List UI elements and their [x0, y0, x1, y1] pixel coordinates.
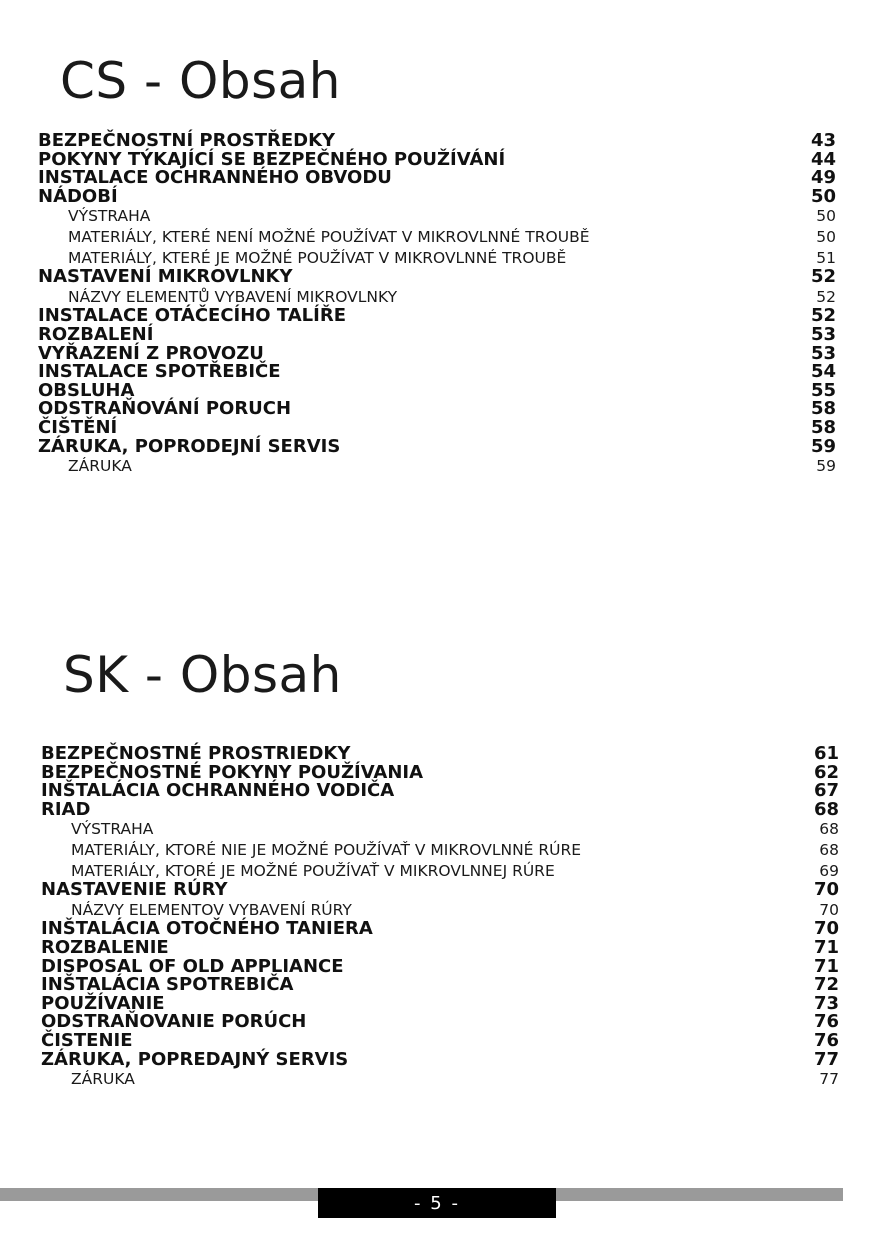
toc-entry-label: MATERIÁLY, KTORÉ NIE JE MOŽNÉ POUŽÍVAŤ V MIKROVLNNÉ RÚRE	[71, 840, 582, 859]
toc-entry-label: POKYNY TÝKAJÍCÍ SE BEZPEČNÉHO POUŽÍVÁNÍ	[38, 148, 506, 170]
toc-entry-label: DISPOSAL OF OLD APPLIANCE	[41, 955, 344, 977]
toc-entry-label: MATERIÁLY, KTERÉ JE MOŽNÉ POUŽÍVAT V MIKROVLNNÉ TROUBĚ	[68, 248, 567, 267]
toc-entry-page: 77	[813, 1048, 839, 1070]
toc-subentry	[38, 456, 836, 477]
toc-entry-page: 68	[813, 798, 839, 820]
toc-entry-label: VYŘAZENÍ Z PROVOZU	[38, 342, 264, 364]
toc-entry-label: ODSTRAŇOVANIE PORÚCH	[41, 1011, 307, 1033]
toc-entry-page: 54	[810, 361, 836, 383]
toc-entry-page: 58	[810, 416, 836, 438]
toc-entry-page: 70	[813, 918, 839, 940]
toc-entry	[41, 745, 839, 764]
toc-entry	[41, 1013, 839, 1032]
toc-entry-page: 52	[810, 266, 836, 288]
toc-entry-label: ROZBALENIE	[41, 936, 169, 958]
toc-entry-page: 70	[813, 879, 839, 901]
toc-entry-label: INŠTALÁCIA OCHRANNÉHO VODIČA	[41, 780, 395, 802]
toc-entry	[38, 307, 836, 326]
toc-entry	[41, 798, 839, 820]
toc-entry-page: 50	[816, 227, 836, 246]
toc-subentry	[41, 840, 839, 861]
toc-entry-page: 44	[810, 148, 836, 170]
toc-entry-label: VÝSTRAHA	[68, 207, 151, 226]
toc-entry	[41, 1048, 839, 1070]
toc-entry-label: INŠTALÁCIA SPOTREBIČA	[41, 974, 294, 996]
toc-entry-page: 68	[819, 840, 839, 859]
toc-entry-label: BEZPEČNOSTNÉ PROSTRIEDKY	[41, 743, 351, 764]
sk-toc-list	[41, 745, 839, 1090]
toc-entry	[41, 881, 839, 900]
toc-entry	[38, 268, 836, 287]
toc-entry	[38, 400, 836, 419]
toc-entry-page: 67	[813, 780, 839, 802]
toc-entry-page: 59	[810, 435, 836, 457]
toc-entry-page: 50	[810, 185, 836, 207]
toc-entry-label: VÝSTRAHA	[71, 820, 154, 839]
cs-toc-heading: CS - Obsah	[60, 52, 341, 110]
toc-entry-label: ZÁRUKA	[68, 457, 132, 476]
toc-entry-label: OBSLUHA	[38, 379, 135, 401]
toc-entry-label: ZÁRUKA, POPRODEJNÍ SERVIS	[38, 435, 341, 457]
toc-entry-page: 49	[810, 167, 836, 189]
toc-entry-page: 55	[810, 379, 836, 401]
toc-entry-label: NÁDOBÍ	[38, 185, 118, 207]
toc-entry-label: BEZPEČNOSTNÍ PROSTŘEDKY	[38, 130, 336, 151]
toc-entry	[38, 132, 836, 151]
toc-entry-label: INSTALACE SPOTŘEBIČE	[38, 361, 281, 383]
toc-entry-page: 71	[813, 955, 839, 977]
toc-subentry	[38, 206, 836, 227]
toc-entry-page: 70	[819, 900, 839, 919]
toc-entry	[38, 185, 836, 207]
toc-entry-page: 73	[813, 992, 839, 1014]
toc-subentry	[41, 819, 839, 840]
toc-entry-label: NASTAVENIE RÚRY	[41, 879, 228, 901]
toc-entry	[38, 169, 836, 188]
toc-entry	[38, 363, 836, 382]
toc-entry-label: NÁZVY ELEMENTOV VYBAVENÍ RÚRY	[71, 900, 352, 919]
toc-entry-page: 52	[810, 305, 836, 327]
toc-subentry	[41, 1069, 839, 1090]
toc-entry-label: MATERIÁLY, KTERÉ NENÍ MOŽNÉ POUŽÍVAT V MIKROVLNNÉ TROUBĚ	[68, 227, 590, 246]
cs-toc-section	[38, 52, 836, 477]
toc-entry-page: 50	[816, 207, 836, 226]
toc-entry-page: 76	[813, 1029, 839, 1051]
toc-entry-page: 58	[810, 398, 836, 420]
toc-entry-label: MATERIÁLY, KTORÉ JE MOŽNÉ POUŽÍVAŤ V MIKROVLNNEJ RÚRE	[71, 861, 555, 880]
toc-entry-page: 72	[813, 974, 839, 996]
toc-entry-label: NÁZVY ELEMENTŮ VYBAVENÍ MIKROVLNKY	[68, 287, 398, 306]
toc-entry-page: 62	[813, 761, 839, 783]
toc-entry-page: 71	[813, 936, 839, 958]
toc-entry	[41, 936, 839, 958]
cs-toc-list	[38, 132, 836, 477]
toc-entry	[38, 416, 836, 438]
toc-entry-label: ČIŠTĚNÍ	[38, 416, 118, 438]
toc-entry-label: NASTAVENÍ MIKROVLNKY	[38, 266, 293, 288]
toc-entry	[41, 1029, 839, 1051]
toc-entry-label: ROZBALENÍ	[38, 323, 154, 345]
toc-entry-label: INSTALACE OCHRANNÉHO OBVODU	[38, 167, 392, 189]
toc-entry-page: 68	[819, 820, 839, 839]
toc-entry	[38, 435, 836, 457]
toc-entry-page: 53	[810, 323, 836, 345]
toc-entry-label: RIAD	[41, 798, 91, 820]
toc-entry	[41, 976, 839, 995]
toc-entry-label: ZÁRUKA, POPREDAJNÝ SERVIS	[41, 1048, 349, 1070]
toc-subentry	[38, 227, 836, 248]
page-number: - 5 -	[318, 1188, 556, 1218]
toc-entry-label: ODSTRAŇOVÁNÍ PORUCH	[38, 398, 292, 420]
toc-entry-label: BEZPEČNOSTNÉ POKYNY POUŽÍVANIA	[41, 761, 424, 783]
sk-toc-section	[41, 646, 839, 1090]
sk-toc-heading: SK - Obsah	[63, 646, 342, 704]
toc-entry-page: 51	[816, 248, 836, 267]
toc-entry-page: 77	[819, 1070, 839, 1089]
toc-entry-page: 76	[813, 1011, 839, 1033]
toc-entry	[41, 782, 839, 801]
toc-entry-page: 53	[810, 342, 836, 364]
toc-entry-label: ČISTENIE	[41, 1029, 133, 1051]
toc-entry-page: 43	[810, 130, 836, 151]
toc-entry-label: POUŽÍVANIE	[41, 992, 165, 1014]
toc-entry-label: INŠTALÁCIA OTOČNÉHO TANIERA	[41, 918, 373, 940]
toc-entry-label: ZÁRUKA	[71, 1070, 135, 1089]
toc-entry-page: 52	[816, 287, 836, 306]
toc-entry-label: INSTALACE OTÁČECÍHO TALÍŘE	[38, 305, 347, 327]
toc-entry-page: 61	[813, 743, 839, 764]
toc-entry	[38, 323, 836, 345]
toc-entry-page: 69	[819, 861, 839, 880]
toc-entry-page: 59	[816, 457, 836, 476]
